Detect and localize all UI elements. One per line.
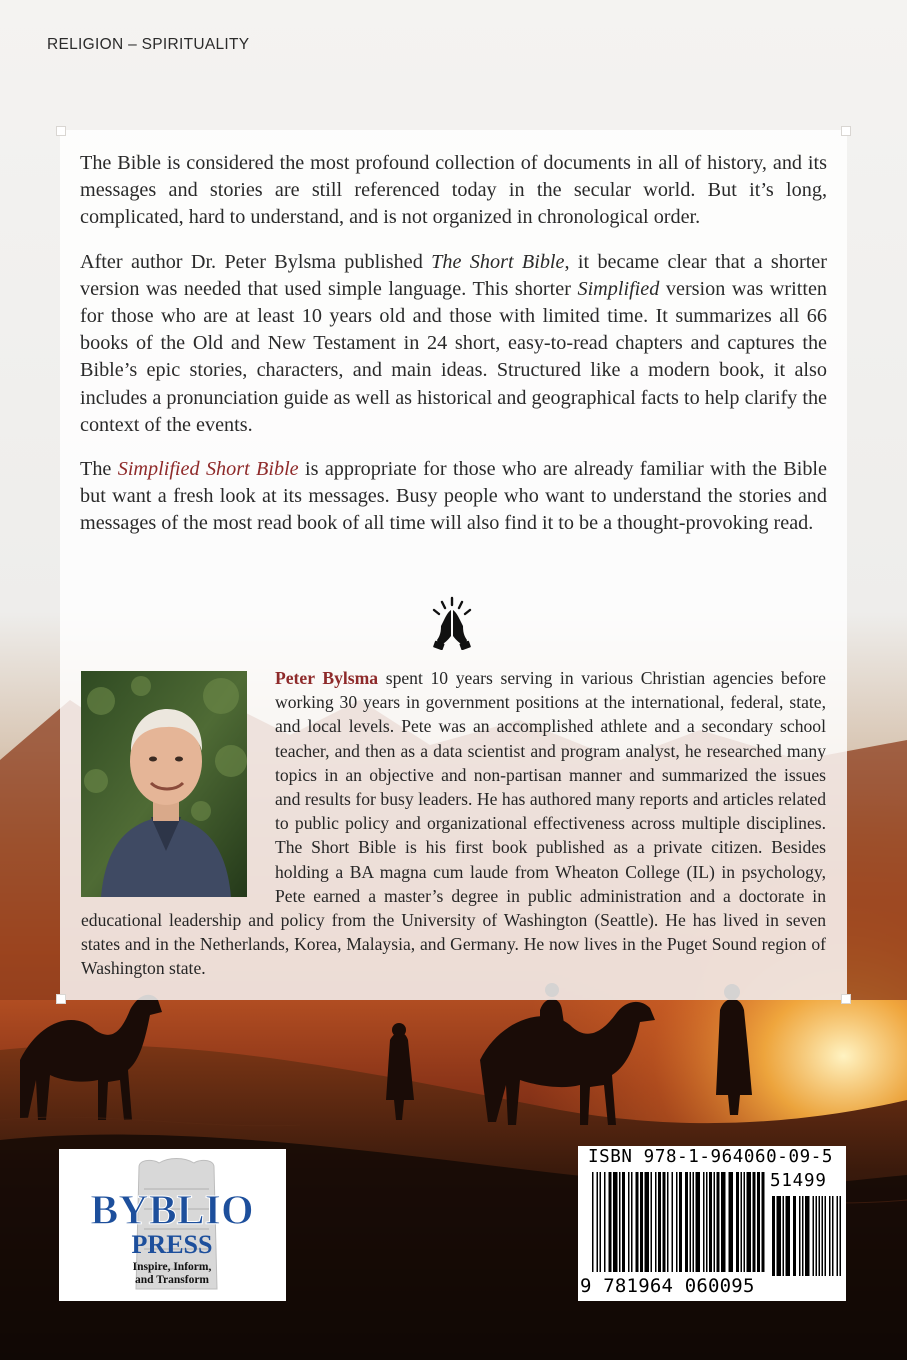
barcode-bar xyxy=(813,1196,815,1276)
author-bio xyxy=(81,666,826,981)
barcode-bar xyxy=(703,1172,705,1272)
barcode-bar xyxy=(799,1196,801,1276)
barcode-bar xyxy=(628,1172,630,1272)
barcode-bar xyxy=(822,1196,824,1276)
description-text-1: The Bible is considered the most profound collection of documents in all of history, and its messages and stories are still referenced today in the secular world. But it’s long, complicated, hard to understand, and is not organized in chronological order. xyxy=(80,152,827,229)
author-bio-text: spent 10 years serving in various Christian agencies before working 30 years in government positions at the international, federal, state, and local levels. Pete was an accomplished athlete and a secondary school teacher, and then as a data scientist and program analyst, he researched many topics in an objective and non-partisan manner and summarized the issues and results for busy leaders. He has authored many reports and articles related to public policy and organizational effectiveness across multiple disciplines. The Short Bible is his first book published as a private citizen. Besides holding a BA magna cum laude from Wheaton College (IL) in psychology, Pete earned a master’s degree in public administration and a doctorate in educational leadership and policy from the University of Washington (Seattle). He has lived in seven states and in the Netherlands, Korea, Malaysia, and Germany. He now lives in the Puget Sound region of Washington state. xyxy=(81,668,826,979)
description-text-2a: After author Dr. Peter Bylsma published xyxy=(80,250,432,273)
barcode-bar xyxy=(729,1172,734,1272)
description-text-3b: is appropriate for those who are already familiar with the Bible but want a fresh look at its messages. Busy people who want to understand the stories and messages of the most read book of all time will also find it to be a thought-provoking read. xyxy=(80,458,828,535)
ean-digits: 9 781964 060095 xyxy=(580,1275,755,1297)
description-paragraph-3 xyxy=(80,456,827,538)
book-title-reference: The Short Bible xyxy=(431,250,565,273)
publisher-tagline-1: Inspire, Inform, xyxy=(132,1261,212,1273)
barcode-bar xyxy=(816,1196,818,1276)
barcode-bar xyxy=(619,1172,621,1272)
barcode-bar xyxy=(753,1172,756,1272)
simplified-short-bible-title: Simplified Short Bible xyxy=(117,458,299,481)
barcode-bar xyxy=(667,1172,669,1272)
barcode-bar xyxy=(622,1172,625,1272)
barcode-bar xyxy=(819,1196,821,1276)
barcode-bar xyxy=(736,1172,739,1272)
barcode-bar xyxy=(772,1196,775,1276)
barcode-bar xyxy=(693,1172,695,1272)
barcode-bar xyxy=(744,1172,746,1272)
barcode-bar xyxy=(832,1196,834,1276)
barcode-bar xyxy=(604,1172,606,1272)
barcode-bar xyxy=(636,1172,639,1272)
barcode-bar xyxy=(714,1172,716,1272)
barcode-bar xyxy=(741,1172,743,1272)
praying-hands-icon xyxy=(428,596,476,650)
barcode-bar xyxy=(685,1172,688,1272)
barcode-bar xyxy=(793,1196,796,1276)
book-description xyxy=(80,150,827,555)
panel-corner-top-right xyxy=(841,126,851,136)
description-text-2c: version was written for those who are at least 10 years old and those with limited time. It summarizes all 66 books of the Old and New Testament in 24 short, easy-to-read chapters and captures the Bible’s epic stories, characters, and main ideas. Structured like a modern book, it also includes a pronunciation guide as well as historical and geographical facts to help clarify the context of the events. xyxy=(80,277,827,436)
description-text-3a: The xyxy=(80,458,118,481)
publisher-name-bottom: PRESS xyxy=(131,1230,213,1259)
barcode-bar xyxy=(679,1172,682,1272)
barcode-bar xyxy=(777,1196,782,1276)
barcode-bar xyxy=(597,1172,599,1272)
barcode-bar xyxy=(825,1196,827,1276)
barcode-bar xyxy=(640,1172,643,1272)
barcode-bar xyxy=(655,1172,657,1272)
barcode-bar xyxy=(757,1172,760,1272)
barcode-bar xyxy=(609,1172,612,1272)
barcode-bar xyxy=(690,1172,692,1272)
barcode-bar xyxy=(717,1172,720,1272)
barcode-bar xyxy=(706,1172,708,1272)
isbn-text: ISBN 978-1-964060-09-5 xyxy=(588,1147,833,1167)
photo-spacer xyxy=(81,666,247,898)
barcode-bar xyxy=(658,1172,661,1272)
panel-corner-bottom-left xyxy=(56,994,66,1004)
publisher-logo xyxy=(59,1149,286,1301)
barcode-bar xyxy=(676,1172,678,1272)
barcode-bar xyxy=(829,1196,831,1276)
publisher-name-top: BYBLIO xyxy=(90,1188,254,1234)
barcode-bar xyxy=(709,1172,712,1272)
barcode-bar xyxy=(802,1196,804,1276)
category-label: RELIGION – SPIRITUALITY xyxy=(47,36,250,53)
barcode xyxy=(592,1172,842,1284)
barcode-bar xyxy=(600,1172,602,1272)
simplified-emphasis: Simplified xyxy=(577,277,660,300)
description-paragraph-1 xyxy=(80,150,827,232)
barcode-bar xyxy=(805,1196,810,1276)
panel-corner-top-left xyxy=(56,126,66,136)
panel-corner-bottom-right xyxy=(841,994,851,1004)
barcode-bar xyxy=(762,1172,765,1272)
barcode-bar xyxy=(672,1172,674,1272)
barcode-bar xyxy=(747,1172,752,1272)
barcode-bar xyxy=(840,1196,842,1276)
barcode-bar xyxy=(651,1172,653,1272)
description-paragraph-2 xyxy=(80,249,827,439)
barcode-bar xyxy=(663,1172,666,1272)
price-code: 51499 xyxy=(770,1171,827,1191)
barcode-bar xyxy=(721,1172,726,1272)
publisher-tagline-2: and Transform xyxy=(134,1274,210,1286)
barcode-bar xyxy=(837,1196,839,1276)
description-text-2b: , it became clear that a shorter version was needed that used simple language. This shorter xyxy=(80,250,827,300)
author-name: Peter Bylsma xyxy=(275,668,379,688)
barcode-bar xyxy=(631,1172,633,1272)
barcode-bar xyxy=(783,1196,785,1276)
barcode-bar xyxy=(613,1172,618,1272)
barcode-bar xyxy=(592,1172,594,1272)
barcode-bar xyxy=(696,1172,701,1272)
barcode-bar xyxy=(645,1172,650,1272)
barcode-bar xyxy=(786,1196,791,1276)
